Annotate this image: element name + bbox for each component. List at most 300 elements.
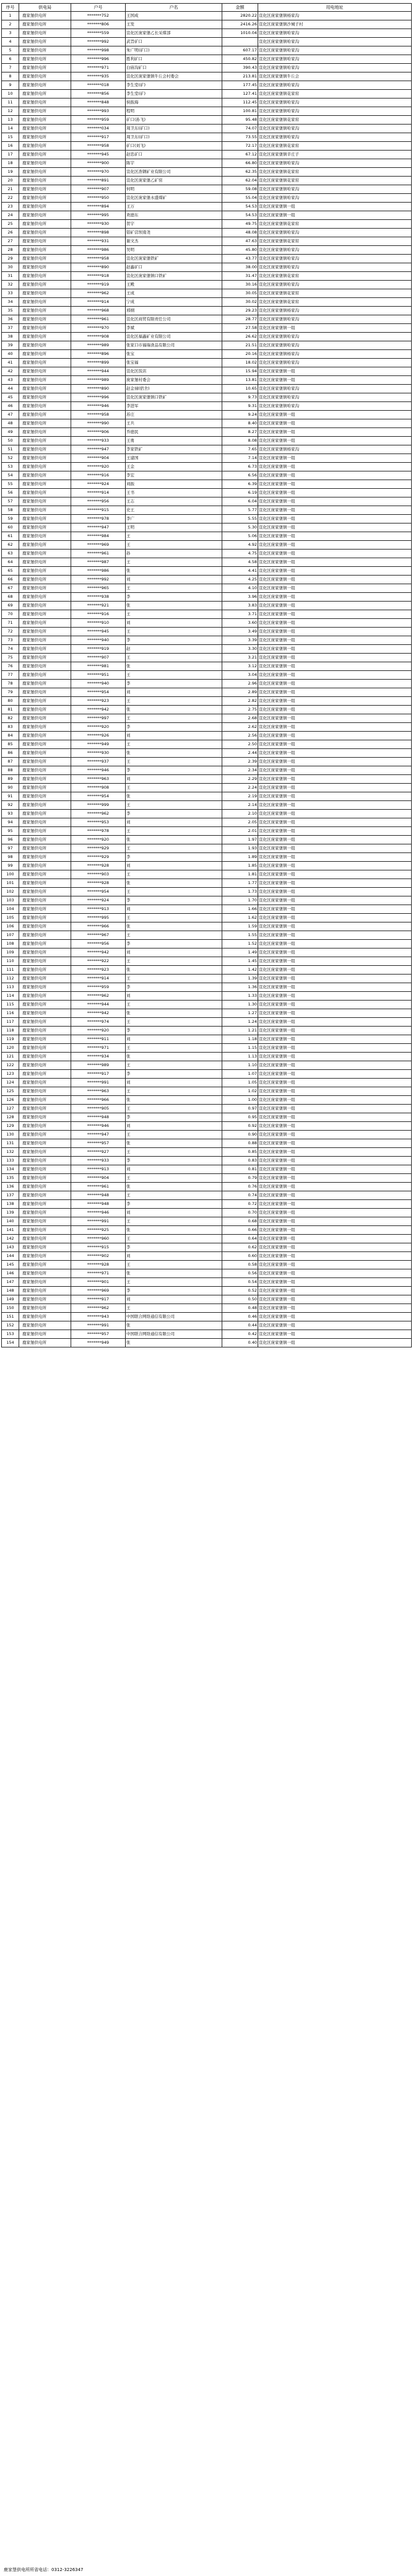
cell-amount: 3.96 bbox=[222, 593, 258, 602]
cell-account: *******984 bbox=[71, 532, 126, 541]
table-row bbox=[2, 1157, 412, 1165]
cell-seq: 150 bbox=[2, 1304, 19, 1313]
cell-seq: 90 bbox=[2, 784, 19, 792]
cell-address: 宣化区庞家堡镇一组 bbox=[258, 1105, 412, 1113]
cell-amount: 47.63 bbox=[222, 237, 258, 246]
cell-unit: 鹿家堡供电所 bbox=[19, 775, 71, 784]
cell-account: *******956 bbox=[71, 497, 126, 506]
cell-seq: 109 bbox=[2, 948, 19, 957]
cell-name: 李 bbox=[126, 853, 222, 862]
cell-address: 宣化区庞家堡镇一组 bbox=[258, 879, 412, 888]
cell-seq: 64 bbox=[2, 558, 19, 567]
cell-amount: 1.24 bbox=[222, 1018, 258, 1027]
header-amount: 金额 bbox=[222, 4, 258, 12]
cell-seq: 120 bbox=[2, 1044, 19, 1053]
table-row bbox=[2, 966, 412, 975]
cell-address: 宣化区庞家堡镇一组 bbox=[258, 515, 412, 524]
cell-seq: 74 bbox=[2, 645, 19, 654]
cell-address: 宣化区庞家堡镇一组 bbox=[258, 905, 412, 914]
cell-account: *******924 bbox=[71, 896, 126, 905]
cell-account: *******913 bbox=[71, 1165, 126, 1174]
cell-amount: 8.40 bbox=[222, 419, 258, 428]
cell-name: 张 bbox=[126, 1053, 222, 1061]
cell-name: 贺宇 bbox=[126, 220, 222, 229]
table-row bbox=[2, 1321, 412, 1330]
table-row bbox=[2, 654, 412, 662]
cell-account: *******926 bbox=[71, 732, 126, 740]
cell-account: *******948 bbox=[71, 1113, 126, 1122]
cell-address: 宣化区庞家堡镇哈家沟 bbox=[258, 315, 412, 324]
cell-name: 王 bbox=[126, 801, 222, 810]
cell-unit: 鹿家堡供电所 bbox=[19, 419, 71, 428]
cell-address: 宣化区庞家堡镇一组 bbox=[258, 680, 412, 688]
table-row bbox=[2, 619, 412, 628]
table-row bbox=[2, 515, 412, 524]
cell-name: 宣化区庞家堡镇牛丘会村委会 bbox=[126, 72, 222, 81]
cell-account: *******959 bbox=[71, 116, 126, 125]
cell-unit: 鹿家堡供电所 bbox=[19, 896, 71, 905]
cell-seq: 7 bbox=[2, 64, 19, 72]
cell-unit: 鹿家堡供电所 bbox=[19, 81, 71, 90]
cell-amount: 5.30 bbox=[222, 524, 258, 532]
cell-unit: 鹿家堡供电所 bbox=[19, 584, 71, 593]
cell-address: 宣化区庞家堡镇一组 bbox=[258, 836, 412, 844]
cell-account: *******927 bbox=[71, 1148, 126, 1157]
table-row bbox=[2, 38, 412, 46]
table-row bbox=[2, 645, 412, 654]
cell-name: 宣化区庞家堡乙长采煤部 bbox=[126, 29, 222, 38]
cell-unit: 鹿家堡供电所 bbox=[19, 90, 71, 99]
cell-seq: 70 bbox=[2, 610, 19, 619]
cell-unit: 鹿家堡供电所 bbox=[19, 792, 71, 801]
cell-address: 宣化区庞家堡镇一组 bbox=[258, 1261, 412, 1269]
cell-amount: 0.95 bbox=[222, 1113, 258, 1122]
cell-seq: 63 bbox=[2, 550, 19, 558]
cell-account: *******806 bbox=[71, 20, 126, 29]
cell-seq: 144 bbox=[2, 1252, 19, 1261]
cell-seq: 92 bbox=[2, 801, 19, 810]
cell-amount: 2.34 bbox=[222, 766, 258, 775]
cell-unit: 鹿家堡供电所 bbox=[19, 315, 71, 324]
cell-account: *******940 bbox=[71, 636, 126, 645]
cell-account: *******945 bbox=[71, 628, 126, 636]
cell-unit: 鹿家堡供电所 bbox=[19, 740, 71, 749]
cell-name: 王 bbox=[126, 957, 222, 966]
table-row bbox=[2, 1191, 412, 1200]
cell-seq: 110 bbox=[2, 957, 19, 966]
cell-seq: 62 bbox=[2, 541, 19, 550]
cell-account: *******915 bbox=[71, 506, 126, 515]
cell-account: *******965 bbox=[71, 584, 126, 593]
cell-unit: 鹿家堡供电所 bbox=[19, 697, 71, 706]
cell-seq: 103 bbox=[2, 896, 19, 905]
cell-account: *******967 bbox=[71, 931, 126, 940]
cell-unit: 鹿家堡供电所 bbox=[19, 983, 71, 992]
cell-unit: 鹿家堡供电所 bbox=[19, 914, 71, 922]
cell-unit: 鹿家堡供电所 bbox=[19, 203, 71, 211]
cell-unit: 鹿家堡供电所 bbox=[19, 1269, 71, 1278]
cell-account: *******962 bbox=[71, 810, 126, 818]
cell-amount: 2.96 bbox=[222, 680, 258, 688]
cell-seq: 65 bbox=[2, 567, 19, 576]
cell-name: 王成 bbox=[126, 289, 222, 298]
cell-account: *******928 bbox=[71, 1261, 126, 1269]
cell-amount: 5.06 bbox=[222, 532, 258, 541]
cell-unit: 鹿家堡供电所 bbox=[19, 307, 71, 315]
cell-seq: 39 bbox=[2, 341, 19, 350]
cell-address: 宣化区庞家堡镇一组 bbox=[258, 706, 412, 714]
cell-amount: 6.39 bbox=[222, 480, 258, 489]
cell-name: 胜利矿口 bbox=[126, 55, 222, 64]
cell-address: 宣化区庞家堡镇杨家沟 bbox=[258, 445, 412, 454]
cell-seq: 32 bbox=[2, 281, 19, 289]
cell-amount: 0.83 bbox=[222, 1157, 258, 1165]
cell-name: 张 bbox=[126, 1183, 222, 1191]
cell-unit: 鹿家堡供电所 bbox=[19, 636, 71, 645]
cell-amount: 1.52 bbox=[222, 940, 258, 948]
cell-unit: 鹿家堡供电所 bbox=[19, 801, 71, 810]
cell-account: *******898 bbox=[71, 229, 126, 237]
cell-name: 中国联合网络通信有限公司 bbox=[126, 1330, 222, 1339]
cell-seq: 122 bbox=[2, 1061, 19, 1070]
cell-account: *******946 bbox=[71, 1122, 126, 1131]
cell-name: 张 bbox=[126, 706, 222, 714]
cell-amount: 1.55 bbox=[222, 931, 258, 940]
cell-name: 张 bbox=[126, 836, 222, 844]
cell-name: 张 bbox=[126, 792, 222, 801]
cell-address: 宣化区庞家堡镇一组 bbox=[258, 1148, 412, 1157]
table-row bbox=[2, 931, 412, 940]
cell-account: *******908 bbox=[71, 333, 126, 341]
cell-name: 王 bbox=[126, 1044, 222, 1053]
cell-address: 宣化区庞家堡镇哈家沟 bbox=[258, 55, 412, 64]
cell-address: 宣化区庞家堡镇哈家沟 bbox=[258, 341, 412, 350]
cell-account: *******929 bbox=[71, 853, 126, 862]
cell-seq: 2 bbox=[2, 20, 19, 29]
cell-name: 张 bbox=[126, 879, 222, 888]
cell-amount: 3.21 bbox=[222, 654, 258, 662]
table-row bbox=[2, 1174, 412, 1183]
cell-account: *******957 bbox=[71, 1139, 126, 1148]
cell-name: 吴明 bbox=[126, 246, 222, 255]
cell-name: 张宝福 bbox=[126, 359, 222, 367]
cell-account: *******971 bbox=[71, 1044, 126, 1053]
cell-account: *******962 bbox=[71, 1304, 126, 1313]
cell-amount: 1.10 bbox=[222, 1061, 258, 1070]
cell-unit: 鹿家堡供电所 bbox=[19, 99, 71, 107]
cell-address: 宣化区庞家堡镇一组 bbox=[258, 324, 412, 333]
cell-unit: 鹿家堡供电所 bbox=[19, 593, 71, 602]
cell-address: 宣化区庞家堡镇一组 bbox=[258, 541, 412, 550]
cell-unit: 鹿家堡供电所 bbox=[19, 879, 71, 888]
cell-address: 宣化区庞家堡镇哈家沟 bbox=[258, 359, 412, 367]
cell-amount: 112.45 bbox=[222, 99, 258, 107]
cell-unit: 鹿家堡供电所 bbox=[19, 680, 71, 688]
cell-amount: 3.12 bbox=[222, 662, 258, 671]
cell-account: *******995 bbox=[71, 211, 126, 220]
cell-amount: 30.02 bbox=[222, 298, 258, 307]
cell-account: *******946 bbox=[71, 1209, 126, 1217]
cell-unit: 鹿家堡供电所 bbox=[19, 723, 71, 732]
cell-unit: 鹿家堡供电所 bbox=[19, 610, 71, 619]
cell-account: *******890 bbox=[71, 385, 126, 393]
table-row bbox=[2, 1009, 412, 1018]
cell-unit: 鹿家堡供电所 bbox=[19, 168, 71, 177]
table-row bbox=[2, 12, 412, 20]
table-row bbox=[2, 419, 412, 428]
cell-amount: 0.81 bbox=[222, 1165, 258, 1174]
cell-amount: 1.30 bbox=[222, 1001, 258, 1009]
cell-account: *******944 bbox=[71, 1001, 126, 1009]
table-row bbox=[2, 177, 412, 185]
cell-name: 刘 bbox=[126, 1079, 222, 1087]
cell-seq: 56 bbox=[2, 489, 19, 497]
cell-account: *******970 bbox=[71, 324, 126, 333]
cell-name: 王 bbox=[126, 827, 222, 836]
cell-amount: 6.73 bbox=[222, 463, 258, 471]
cell-unit: 鹿家堡供电所 bbox=[19, 1018, 71, 1027]
cell-address: 宣化区庞家堡镇一组 bbox=[258, 1053, 412, 1061]
cell-address: 宣化区庞家堡镇一组 bbox=[258, 1165, 412, 1174]
cell-amount: 27.58 bbox=[222, 324, 258, 333]
cell-address: 宣化区庞家堡镇一组 bbox=[258, 576, 412, 584]
cell-seq: 106 bbox=[2, 922, 19, 931]
cell-name: 张 bbox=[126, 1321, 222, 1330]
cell-unit: 鹿家堡供电所 bbox=[19, 818, 71, 827]
cell-seq: 129 bbox=[2, 1122, 19, 1131]
cell-amount: 0.68 bbox=[222, 1217, 258, 1226]
cell-amount: 0.52 bbox=[222, 1287, 258, 1295]
cell-seq: 112 bbox=[2, 975, 19, 983]
cell-unit: 鹿家堡供电所 bbox=[19, 38, 71, 46]
header-account: 户号 bbox=[71, 4, 126, 12]
cell-unit: 鹿家堡供电所 bbox=[19, 1035, 71, 1044]
cell-account: *******928 bbox=[71, 862, 126, 870]
cell-seq: 94 bbox=[2, 818, 19, 827]
cell-seq: 46 bbox=[2, 402, 19, 411]
table-row bbox=[2, 844, 412, 853]
cell-address: 宣化区庞家堡镇一组 bbox=[258, 766, 412, 775]
cell-account: *******958 bbox=[71, 411, 126, 419]
cell-amount: 0.97 bbox=[222, 1105, 258, 1113]
cell-amount: 4.58 bbox=[222, 558, 258, 567]
cell-account: *******938 bbox=[71, 593, 126, 602]
table-row bbox=[2, 359, 412, 367]
cell-account: *******968 bbox=[71, 307, 126, 315]
cell-amount: 1.42 bbox=[222, 966, 258, 975]
table-row bbox=[2, 367, 412, 376]
cell-address: 宣化区庞家堡镇花家窑 bbox=[258, 298, 412, 307]
cell-seq: 81 bbox=[2, 706, 19, 714]
cell-unit: 鹿家堡供电所 bbox=[19, 55, 71, 64]
cell-address: 宣化区庞家堡镇一组 bbox=[258, 1018, 412, 1027]
cell-name: 王 bbox=[126, 610, 222, 619]
cell-amount: 0.85 bbox=[222, 1148, 258, 1157]
cell-amount: 15.94 bbox=[222, 367, 258, 376]
cell-name: 张 bbox=[126, 567, 222, 576]
table-row bbox=[2, 133, 412, 142]
cell-seq: 130 bbox=[2, 1131, 19, 1139]
cell-seq: 140 bbox=[2, 1217, 19, 1226]
table-row bbox=[2, 636, 412, 645]
table-row bbox=[2, 307, 412, 315]
cell-account: *******934 bbox=[71, 1053, 126, 1061]
cell-seq: 137 bbox=[2, 1191, 19, 1200]
cell-address: 宣化区庞家堡镇一组 bbox=[258, 558, 412, 567]
table-row bbox=[2, 20, 412, 29]
cell-name: 刘 bbox=[126, 619, 222, 628]
cell-amount: 1.77 bbox=[222, 879, 258, 888]
cell-address: 宣化区庞家堡镇一组 bbox=[258, 1269, 412, 1278]
cell-account: *******950 bbox=[71, 194, 126, 203]
table-row bbox=[2, 1243, 412, 1252]
cell-unit: 鹿家堡供电所 bbox=[19, 393, 71, 402]
cell-seq: 149 bbox=[2, 1295, 19, 1304]
cell-seq: 152 bbox=[2, 1321, 19, 1330]
cell-amount: 54.53 bbox=[222, 203, 258, 211]
cell-seq: 43 bbox=[2, 376, 19, 385]
cell-seq: 82 bbox=[2, 714, 19, 723]
cell-amount: 450.82 bbox=[222, 55, 258, 64]
cell-address: 宣化区庞家堡镇一组 bbox=[258, 1287, 412, 1295]
cell-account: *******940 bbox=[71, 680, 126, 688]
cell-amount: 1.05 bbox=[222, 1079, 258, 1087]
cell-unit: 鹿家堡供电所 bbox=[19, 862, 71, 870]
cell-account: *******915 bbox=[71, 1243, 126, 1252]
cell-name: 宣化区庞家堡乙矿窑 bbox=[126, 177, 222, 185]
cell-name: 刘振 bbox=[126, 480, 222, 489]
cell-unit: 鹿家堡供电所 bbox=[19, 1209, 71, 1217]
cell-seq: 72 bbox=[2, 628, 19, 636]
cell-account: *******981 bbox=[71, 662, 126, 671]
cell-unit: 鹿家堡供电所 bbox=[19, 125, 71, 133]
cell-name: 苏庄 bbox=[126, 411, 222, 419]
cell-address: 宣化区庞家堡镇一组 bbox=[258, 1295, 412, 1304]
cell-unit: 鹿家堡供电所 bbox=[19, 437, 71, 445]
table-row bbox=[2, 524, 412, 532]
cell-unit: 鹿家堡供电所 bbox=[19, 211, 71, 220]
cell-seq: 88 bbox=[2, 766, 19, 775]
cell-seq: 101 bbox=[2, 879, 19, 888]
cell-address: 宣化区庞家堡镇一组 bbox=[258, 1113, 412, 1122]
table-row bbox=[2, 471, 412, 480]
cell-address: 宣化区庞家堡镇辛庄子 bbox=[258, 151, 412, 159]
cell-address: 宣化区庞家堡镇一组 bbox=[258, 688, 412, 697]
cell-amount: 59.08 bbox=[222, 185, 258, 194]
cell-name: 王 bbox=[126, 888, 222, 896]
cell-amount: 1.15 bbox=[222, 1044, 258, 1053]
cell-seq: 100 bbox=[2, 870, 19, 879]
cell-seq: 143 bbox=[2, 1243, 19, 1252]
cell-account: *******914 bbox=[71, 298, 126, 307]
cell-account: *******920 bbox=[71, 463, 126, 471]
cell-amount: 6.19 bbox=[222, 489, 258, 497]
cell-name: 李生堂(矿) bbox=[126, 81, 222, 90]
table-row bbox=[2, 870, 412, 879]
cell-account: *******997 bbox=[71, 714, 126, 723]
cell-account: *******992 bbox=[71, 576, 126, 584]
cell-seq: 48 bbox=[2, 419, 19, 428]
cell-unit: 鹿家堡供电所 bbox=[19, 532, 71, 541]
cell-account: *******978 bbox=[71, 515, 126, 524]
table-row bbox=[2, 185, 412, 194]
cell-unit: 鹿家堡供电所 bbox=[19, 784, 71, 792]
cell-seq: 77 bbox=[2, 671, 19, 680]
cell-unit: 鹿家堡供电所 bbox=[19, 654, 71, 662]
table-row bbox=[2, 749, 412, 758]
cell-account: *******018 bbox=[71, 81, 126, 90]
cell-amount: 127.41 bbox=[222, 90, 258, 99]
cell-account: *******949 bbox=[71, 740, 126, 749]
cell-seq: 67 bbox=[2, 584, 19, 593]
cell-seq: 132 bbox=[2, 1148, 19, 1157]
table-row bbox=[2, 732, 412, 740]
cell-address: 宣化区庞家堡镇一组 bbox=[258, 870, 412, 879]
cell-name: 王 bbox=[126, 1278, 222, 1287]
cell-address: 宣化区庞家堡镇一组 bbox=[258, 740, 412, 749]
cell-account: *******917 bbox=[71, 133, 126, 142]
cell-name: 宣化区饭店 bbox=[126, 367, 222, 376]
cell-address: 宣化区庞家堡镇一组 bbox=[258, 437, 412, 445]
cell-seq: 44 bbox=[2, 385, 19, 393]
cell-unit: 鹿家堡供电所 bbox=[19, 177, 71, 185]
cell-seq: 87 bbox=[2, 758, 19, 766]
cell-address: 宣化区庞家堡镇一组 bbox=[258, 966, 412, 975]
cell-seq: 52 bbox=[2, 454, 19, 463]
cell-account: *******928 bbox=[71, 879, 126, 888]
cell-address: 宣化区庞家堡镇一组 bbox=[258, 784, 412, 792]
cell-seq: 69 bbox=[2, 602, 19, 610]
header-unit: 供电局 bbox=[19, 4, 71, 12]
table-row bbox=[2, 1035, 412, 1044]
cell-unit: 鹿家堡供电所 bbox=[19, 107, 71, 116]
cell-name: 李 bbox=[126, 1157, 222, 1165]
cell-address: 宣化区庞家堡镇一组 bbox=[258, 1191, 412, 1200]
cell-amount: 6.04 bbox=[222, 497, 258, 506]
cell-account: *******953 bbox=[71, 818, 126, 827]
cell-seq: 83 bbox=[2, 723, 19, 732]
cell-amount: 177.45 bbox=[222, 81, 258, 90]
cell-amount: 2.19 bbox=[222, 792, 258, 801]
cell-account: *******911 bbox=[71, 1035, 126, 1044]
cell-address: 宣化区庞家堡镇一组 bbox=[258, 1079, 412, 1087]
cell-amount: 2.14 bbox=[222, 801, 258, 810]
table-row bbox=[2, 341, 412, 350]
cell-name: 王 bbox=[126, 1018, 222, 1027]
cell-unit: 鹿家堡供电所 bbox=[19, 931, 71, 940]
cell-account: *******959 bbox=[71, 983, 126, 992]
cell-address: 宣化区庞家堡镇一组 bbox=[258, 1027, 412, 1035]
cell-account: *******957 bbox=[71, 1330, 126, 1339]
table-row bbox=[2, 914, 412, 922]
cell-address: 宣化区庞家堡镇哈家沟 bbox=[258, 333, 412, 341]
cell-unit: 鹿家堡供电所 bbox=[19, 766, 71, 775]
cell-account: *******933 bbox=[71, 1157, 126, 1165]
cell-account: *******908 bbox=[71, 784, 126, 792]
cell-seq: 24 bbox=[2, 211, 19, 220]
table-row bbox=[2, 1304, 412, 1313]
cell-address: 宣化区庞家堡镇一组 bbox=[258, 211, 412, 220]
cell-amount: 8.27 bbox=[222, 428, 258, 437]
cell-seq: 38 bbox=[2, 333, 19, 341]
cell-unit: 鹿家堡供电所 bbox=[19, 714, 71, 723]
cell-address: 宣化区庞家堡镇一组 bbox=[258, 758, 412, 766]
cell-unit: 鹿家堡供电所 bbox=[19, 497, 71, 506]
cell-name: 矿口(刘飞) bbox=[126, 142, 222, 151]
cell-amount: 2.50 bbox=[222, 740, 258, 749]
cell-unit: 鹿家堡供电所 bbox=[19, 298, 71, 307]
cell-account: *******998 bbox=[71, 46, 126, 55]
